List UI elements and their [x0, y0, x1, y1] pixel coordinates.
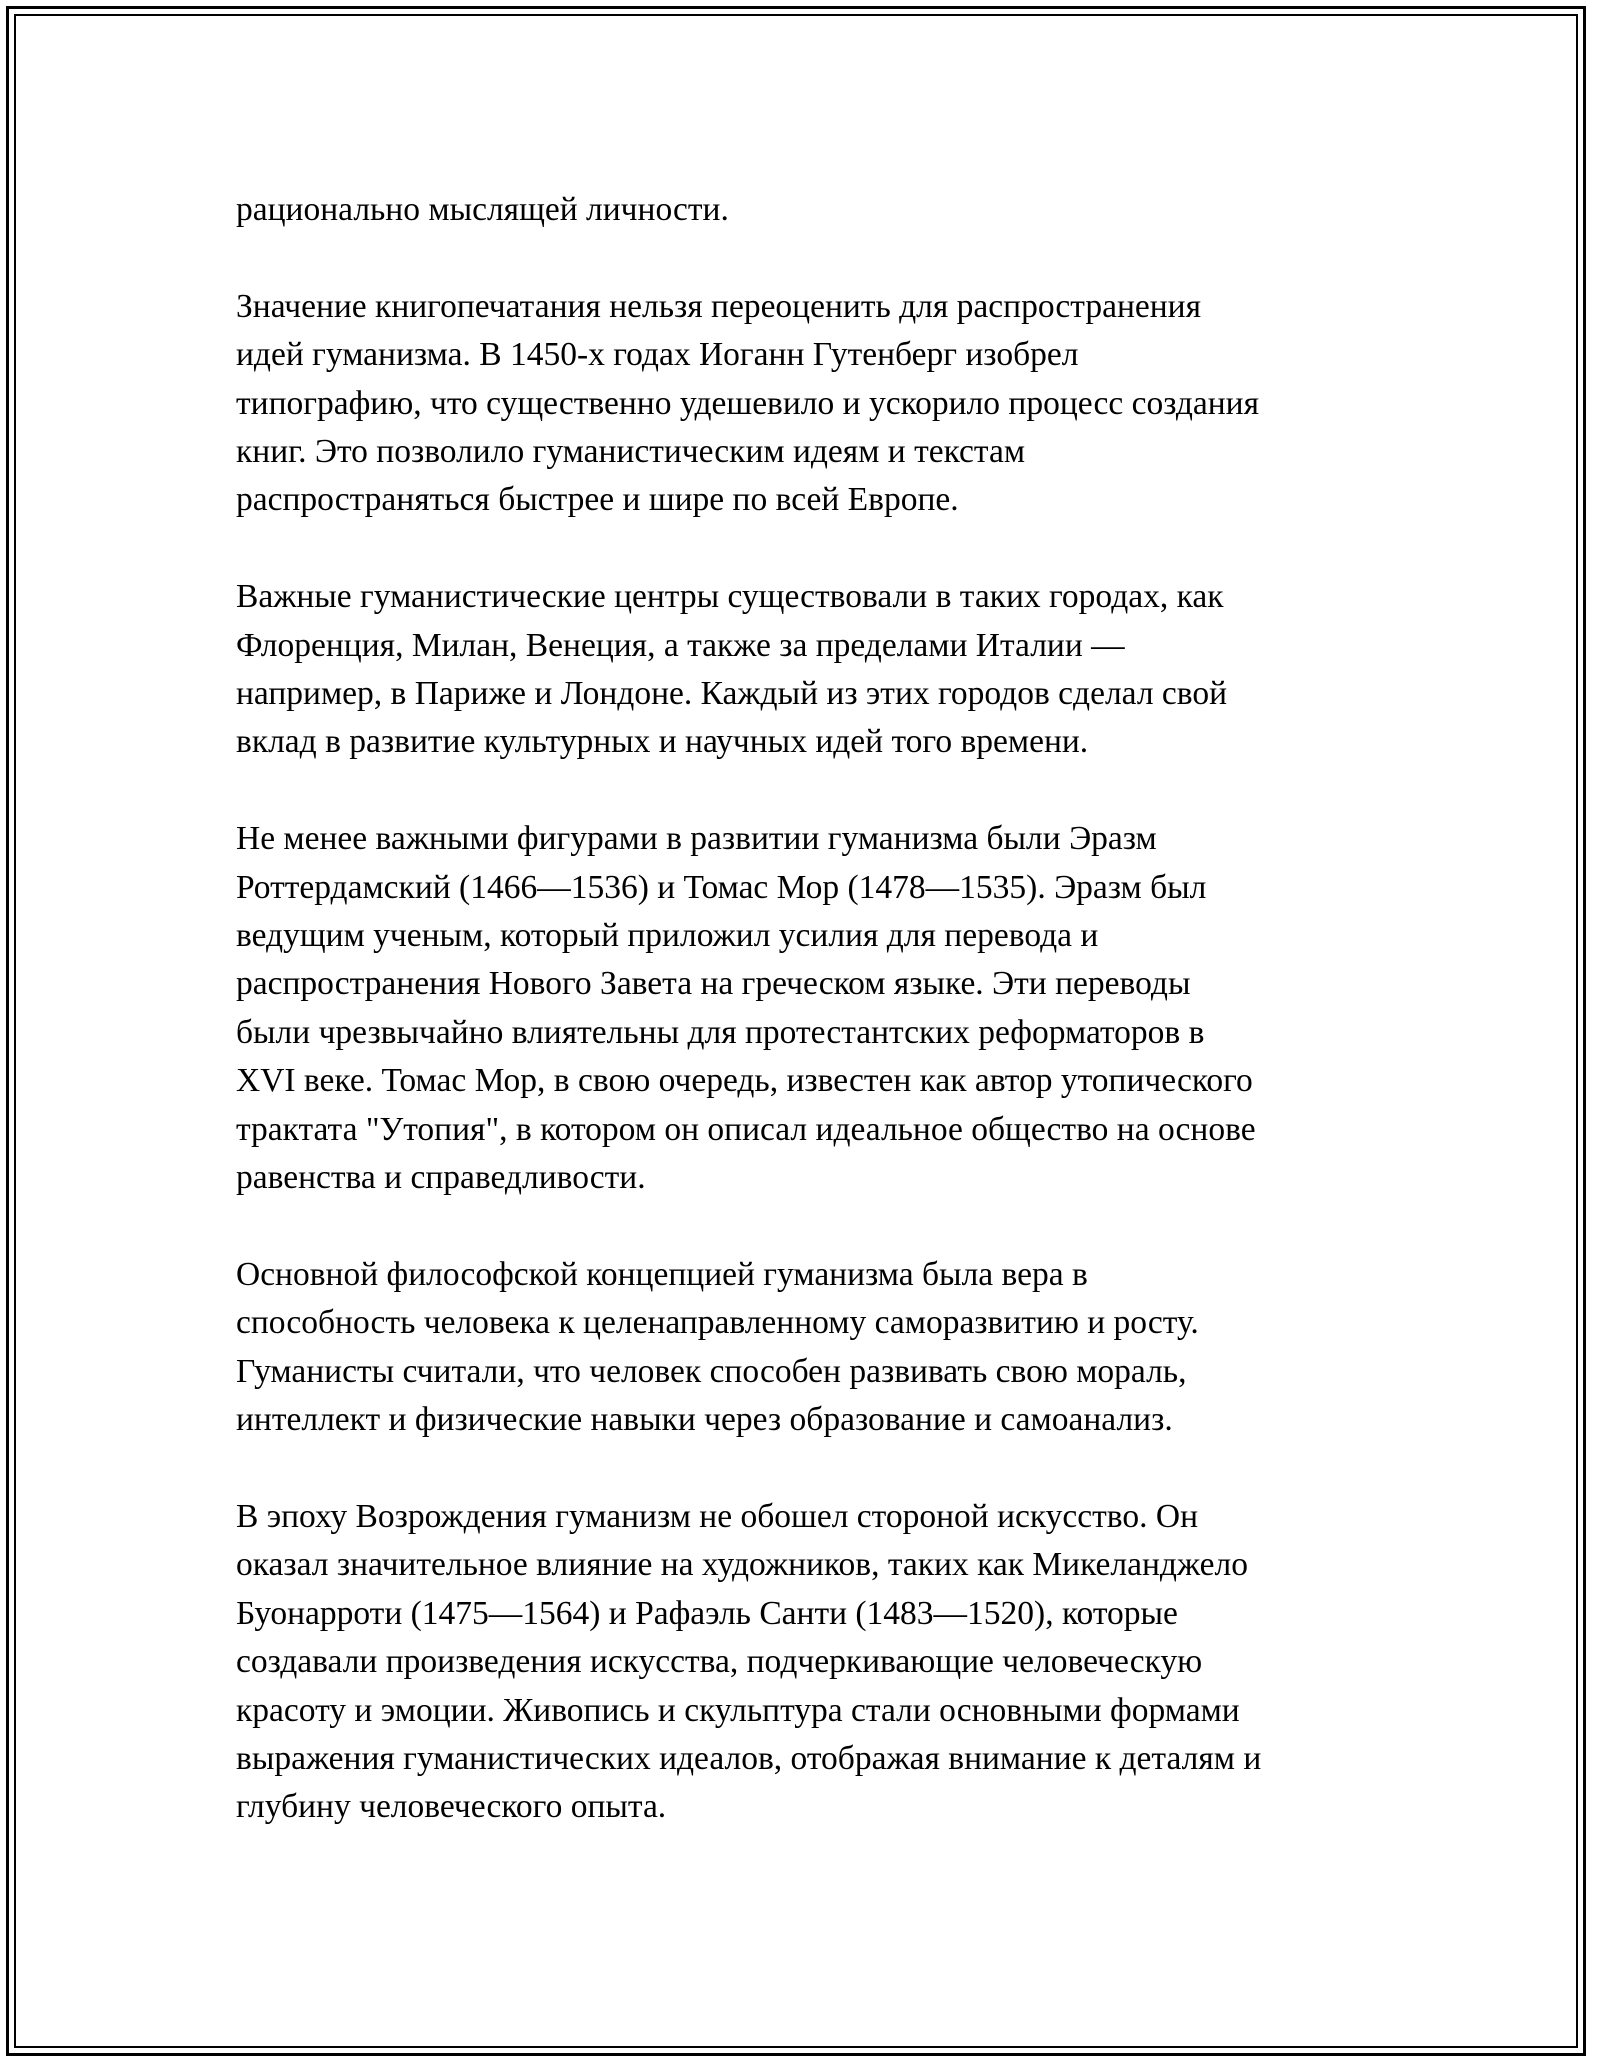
- text-line: способность человека к целенаправленному саморазвитию и росту.: [236, 1304, 1199, 1342]
- text-line: распространяться быстрее и шире по всей Европе.: [236, 481, 959, 519]
- paragraph: [236, 1251, 1366, 1445]
- text-line: В эпоху Возрождения гуманизм не обошел стороной искусство. Он: [236, 1497, 1199, 1535]
- text-line: ведущим ученым, который приложил усилия для перевода и: [236, 917, 1099, 955]
- text-line: Буонарроти (1475—1564) и Рафаэль Санти (1483—1520), которые: [236, 1594, 1178, 1632]
- text-line: выражения гуманистических идеалов, отображая внимание к деталям и: [236, 1739, 1262, 1777]
- text-line: типографию, что существенно удешевило и ускорило процесс создания: [236, 384, 1260, 422]
- document-body: [236, 186, 1366, 1880]
- text-line: например, в Париже и Лондоне. Каждый из этих городов сделал свой: [236, 675, 1228, 713]
- text-line: рационально мыслящей личности.: [236, 191, 729, 228]
- paragraph: [236, 573, 1366, 767]
- text-line: вклад в развитие культурных и научных идей того времени.: [236, 723, 1089, 761]
- paragraph: [236, 186, 1366, 234]
- text-line: красоту и эмоции. Живопись и скульптура стали основными формами: [236, 1691, 1240, 1729]
- text-line: глубину человеческого опыта.: [236, 1788, 667, 1826]
- text-line: Значение книгопечатания нельзя переоценить для распространения: [236, 287, 1202, 325]
- text-line: оказал значительное влияние на художников, таких как Микеланджело: [236, 1546, 1249, 1584]
- text-line: книг. Это позволило гуманистическим идеям и текстам: [236, 433, 1026, 471]
- paragraph: [236, 283, 1366, 525]
- text-line: Роттердамский (1466—1536) и Томас Мор (1478—1535). Эразм был: [236, 868, 1207, 906]
- text-line: Важные гуманистические центры существовали в таких городах, как: [236, 578, 1224, 616]
- text-line: XVI веке. Томас Мор, в свою очередь, известен как автор утопического: [236, 1062, 1253, 1100]
- text-line: интеллект и физические навыки через образование и самоанализ.: [236, 1401, 1173, 1439]
- text-line: идей гуманизма. В 1450-х годах Иоганн Гутенберг изобрел: [236, 336, 1079, 374]
- text-line: были чрезвычайно влиятельны для протестантских реформаторов в: [236, 1013, 1205, 1051]
- text-line: Основной философской концепцией гуманизма была вера в: [236, 1255, 1088, 1293]
- text-line: равенства и справедливости.: [236, 1159, 646, 1197]
- text-line: Флоренция, Милан, Венеция, а также за пределами Италии —: [236, 626, 1125, 664]
- text-line: создавали произведения искусства, подчеркивающие человеческую: [236, 1643, 1203, 1681]
- paragraph: [236, 815, 1366, 1202]
- text-line: Не менее важными фигурами в развитии гуманизма были Эразм: [236, 820, 1157, 858]
- text-line: Гуманисты считали, что человек способен развивать свою мораль,: [236, 1352, 1187, 1390]
- paragraph: [236, 1493, 1366, 1832]
- text-line: трактата "Утопия", в котором он описал идеальное общество на основе: [236, 1110, 1256, 1148]
- text-line: распространения Нового Завета на греческом языке. Эти переводы: [236, 965, 1191, 1003]
